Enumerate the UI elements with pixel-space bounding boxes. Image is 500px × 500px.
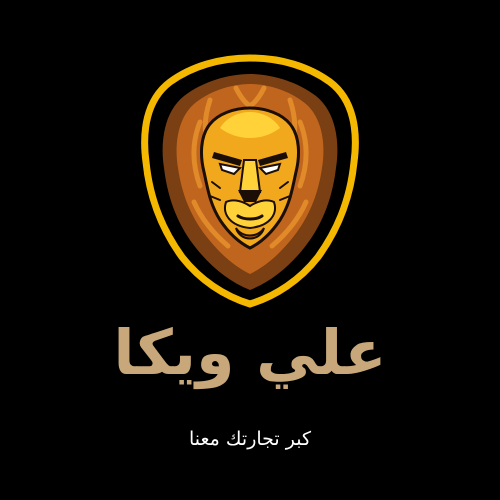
brand-tagline: كبر تجارتك معنا [188,428,312,450]
brand-name: علي ويكا [113,316,387,389]
lion-head-icon [140,52,360,308]
nose-bridge [240,160,260,192]
